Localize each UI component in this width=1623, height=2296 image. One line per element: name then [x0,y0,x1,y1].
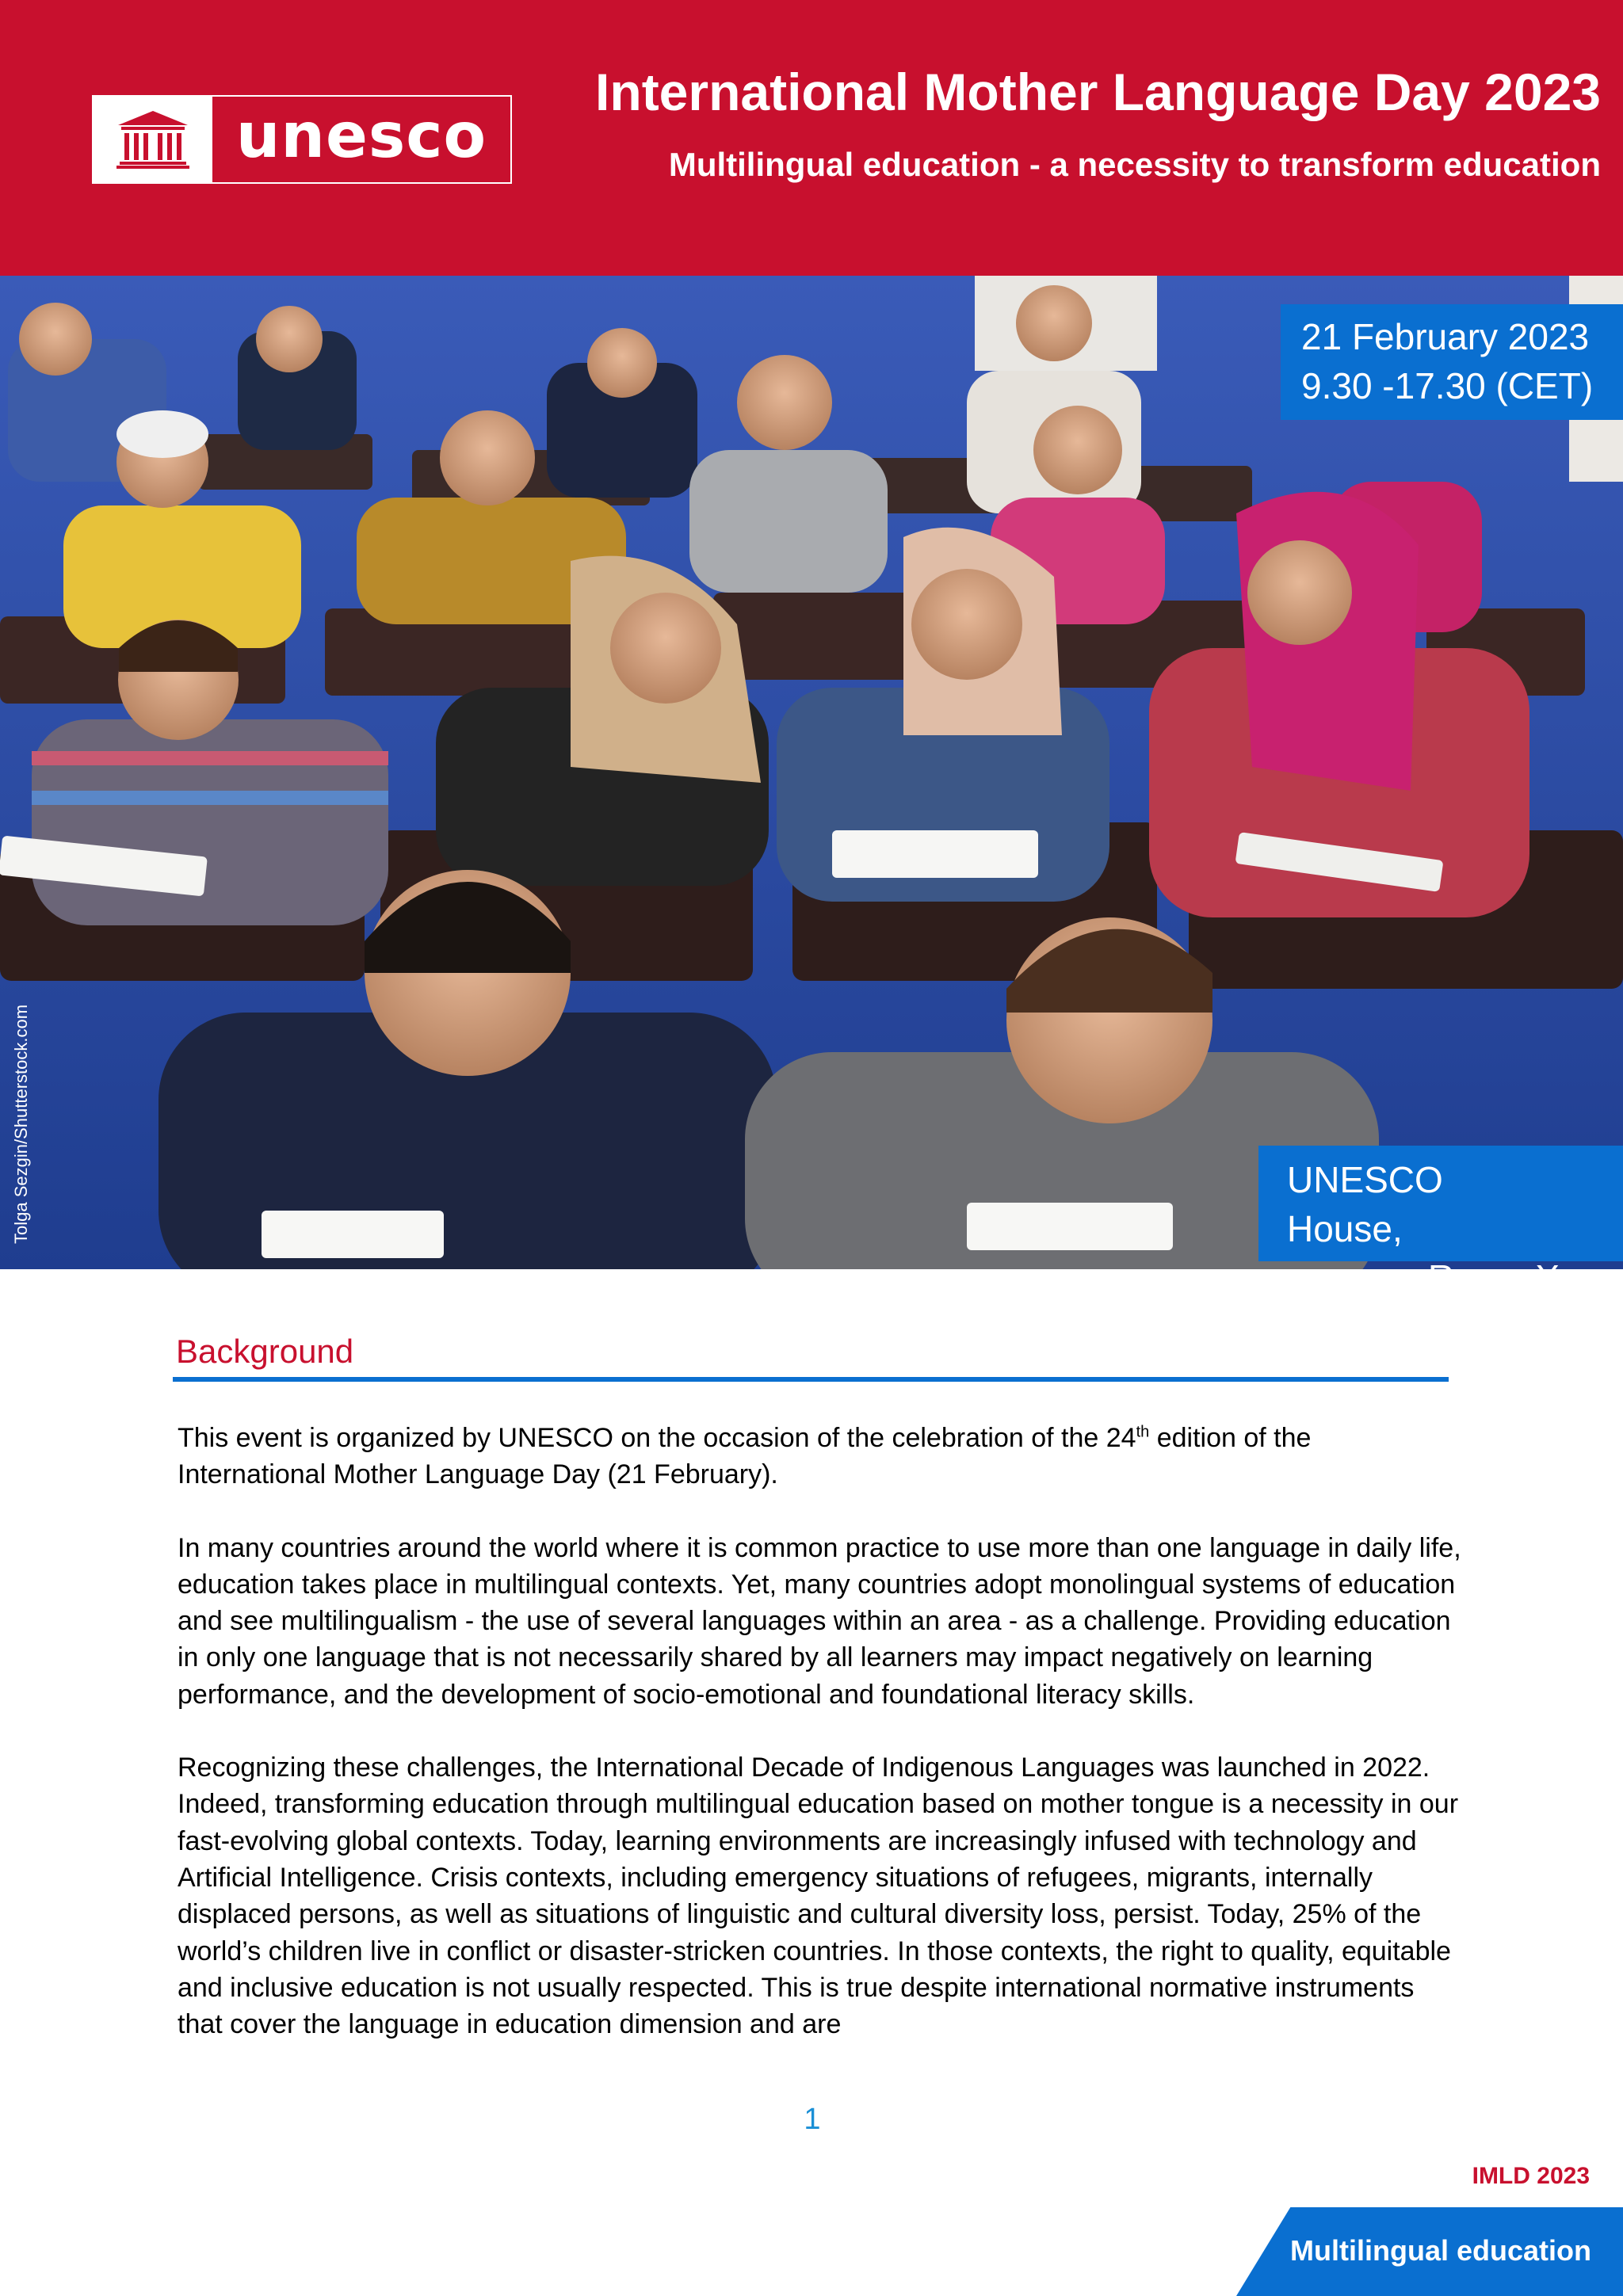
paragraph-3: Recognizing these challenges, the International Decade of Indigenous Languages was launched in 2022. Indeed, transforming education through multilingual education based on mother tongue is a necessity in our fast-evolving global contexts. Today, learning environments are increasingly infused with technology and Artificial Intelligence. Crisis contexts, including emergency situations of refugees, migrants, internally displaced persons, as well as situations of linguistic and cultural diversity loss, persist. Today, 25% of the world’s children live in conflict or disaster-stricken countries. In those contexts, the right to quality, equitable and inclusive education is not usually respected. This is true despite international normative instruments that cover the language in education dimension and are [178,1753,1459,2040]
temple-icon [115,109,191,170]
event-date-box [1281,304,1623,420]
photo-credit: Tolga Sezgin/Shutterstock.com [11,1004,31,1244]
paragraph-1 [178,1420,1461,1493]
unesco-temple-emblem [94,97,212,182]
paragraph-1-part-b: edition of the International Mother Language Day (21 February). [178,1423,1312,1490]
event-date: 21 February 2023 [1301,316,1590,357]
event-venue-line2: Room X [1427,1257,1560,1299]
page-title: International Mother Language Day 2023 [595,63,1601,121]
event-time: 9.30 -17.30 (CET) [1301,365,1594,406]
header-band [0,0,1623,276]
footer-label: IMLD 2023 [1472,2163,1590,2189]
paragraph-2: In many countries around the world where it is common practice to use more than one language in daily life, education takes place in multilingual contexts. Yet, many countries adopt monolingual systems of education and see multilingualism - the use of several languages within an area - as a challenge. Providing education in only one language that is not necessarily shared by all learners may impact negatively on learning performance, and the development of socio-emotional and foundational literacy skills. [178,1532,1461,1710]
event-venue-box [1258,1146,1623,1299]
classroom-photo-illustration [0,276,1623,1269]
footer-tab-label: Multilingual education [1290,2234,1591,2267]
background-body [178,1420,1461,2079]
page-subtitle: Multilingual education - a necessity to transform education [668,146,1601,183]
page-number: 1 [804,2103,821,2136]
section-divider [173,1377,1449,1382]
unesco-wordmark: unesco [235,101,487,172]
ordinal-suffix: th [1136,1423,1150,1441]
section-heading-background: Background [176,1333,354,1370]
unesco-logo[interactable] [92,95,512,184]
event-venue-line1: UNESCO House, [1287,1159,1443,1249]
paragraph-1-part-a: This event is organized by UNESCO on the occasion of the celebration of the 24 [178,1423,1136,1453]
classroom-photo [0,276,1623,1269]
